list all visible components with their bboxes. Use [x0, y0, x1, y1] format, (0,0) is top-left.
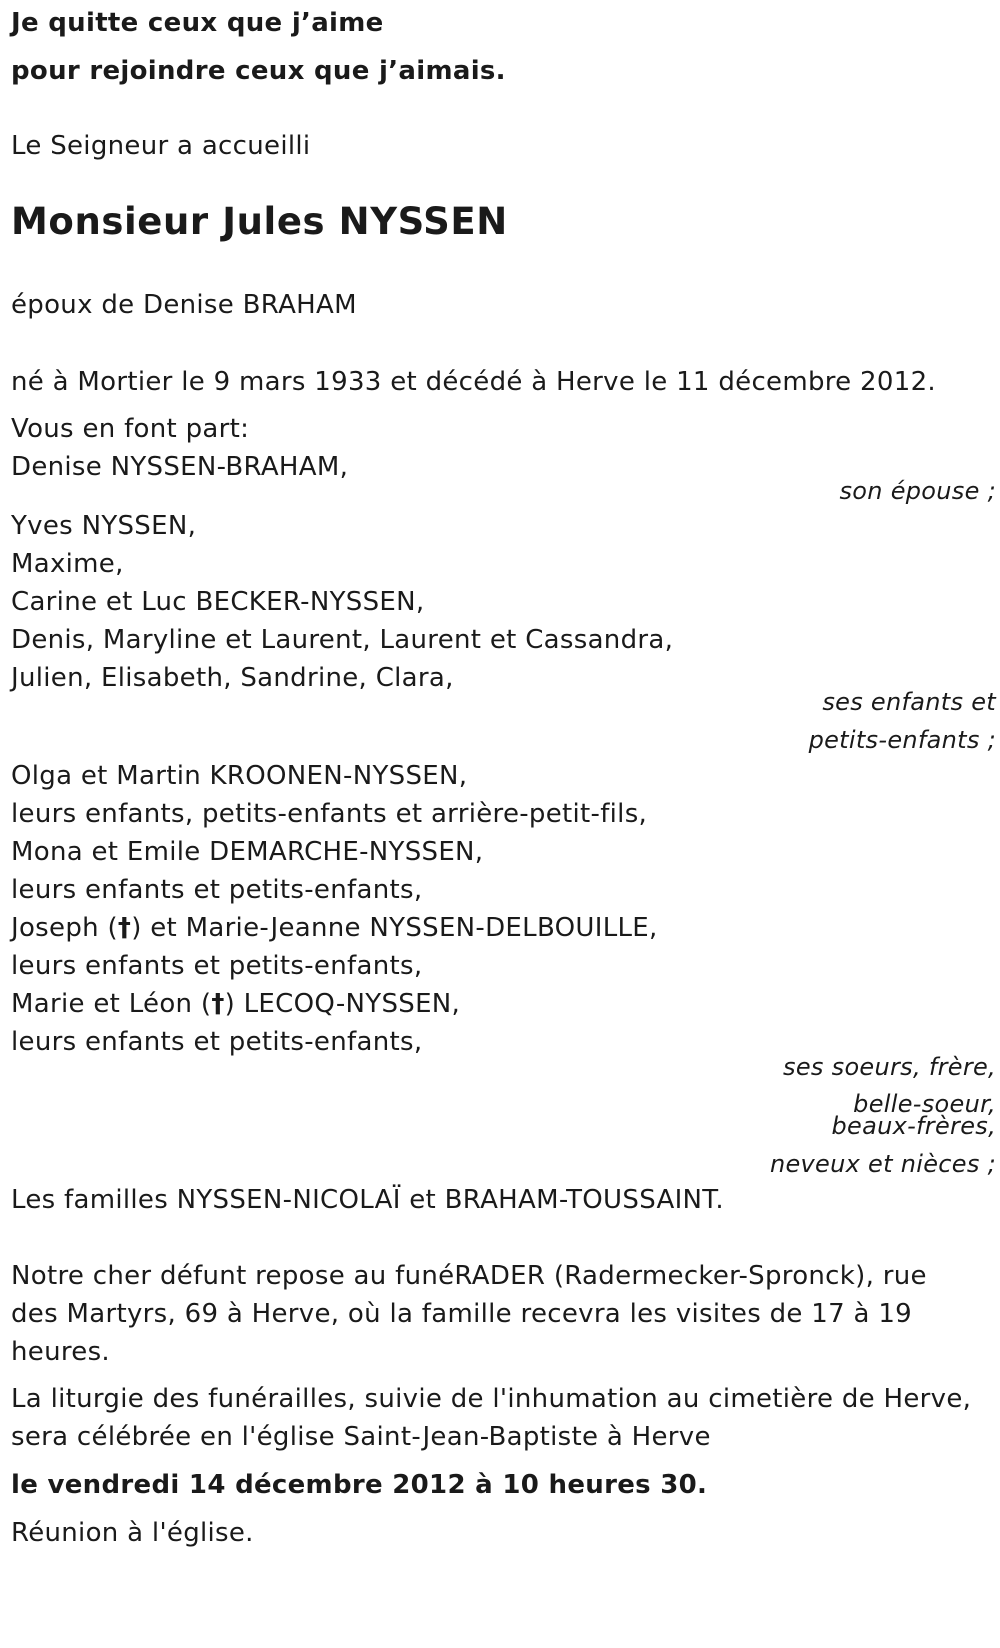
child-line-2: Maxime, [11, 549, 124, 579]
spouse-name: Denise NYSSEN-BRAHAM, [11, 452, 349, 482]
visitation-line-1: Notre cher défunt repose au funéRADER (Radermecker-Spronck), rue [11, 1261, 927, 1291]
epigraph-line-2: pour rejoindre ceux que j’aimais. [11, 56, 506, 86]
sibling-line-3: Mona et Emile DEMARCHE-NYSSEN, [11, 837, 484, 867]
sibling-line-1: Olga et Martin KROONEN-NYSSEN, [11, 761, 468, 791]
sibling-line-7-start: Marie et Léon ( [11, 989, 212, 1019]
children-role-line-2: petits-enfants ; [808, 726, 996, 754]
sibling-line-7-end: ) LECOQ-NYSSEN, [224, 989, 461, 1019]
spouse-role: son épouse ; [839, 477, 996, 505]
sibling-line-4: leurs enfants et petits-enfants, [11, 875, 423, 905]
sibling-line-5-start: Joseph ( [11, 913, 118, 943]
sibling-line-7 [11, 989, 460, 1019]
deceased-name: Monsieur Jules NYSSEN [11, 200, 508, 243]
visitation-line-2: des Martyrs, 69 à Herve, où la famille recevra les visites de 17 à 19 [11, 1299, 913, 1329]
cross-icon: † [117, 913, 132, 943]
ceremony-date: le vendredi 14 décembre 2012 à 10 heures 30. [11, 1470, 708, 1500]
sibling-line-5 [11, 913, 658, 943]
liturgy-line-1: La liturgie des funérailles, suivie de l'inhumation au cimetière de Herve, [11, 1384, 972, 1414]
liturgy-line-2: sera célébrée en l'église Saint-Jean-Baptiste à Herve [11, 1422, 711, 1452]
announce-text: Vous en font part: [11, 414, 250, 444]
families-line: Les familles NYSSEN-NICOLAÏ et BRAHAM-TOUSSAINT. [11, 1185, 724, 1215]
siblings-role-line-2: belle-soeur, [853, 1090, 996, 1118]
epigraph-line-1: Je quitte ceux que j’aime [11, 8, 384, 38]
sibling-line-6: leurs enfants et petits-enfants, [11, 951, 423, 981]
cross-icon: † [211, 989, 225, 1019]
sibling-line-2: leurs enfants, petits-enfants et arrière-petit-fils, [11, 799, 648, 829]
siblings-role-line-3: beaux-frères, [831, 1112, 996, 1140]
child-line-1: Yves NYSSEN, [11, 511, 197, 541]
sibling-line-8: leurs enfants et petits-enfants, [11, 1027, 423, 1057]
spouse-line: époux de Denise BRAHAM [11, 290, 357, 320]
visitation-line-3: heures. [11, 1337, 110, 1367]
sibling-line-5-end: ) et Marie-Jeanne NYSSEN-DELBOUILLE, [131, 913, 658, 943]
siblings-role-line-4: neveux et nièces ; [769, 1150, 996, 1178]
children-role-line-1: ses enfants et [822, 688, 996, 716]
child-line-5: Julien, Elisabeth, Sandrine, Clara, [11, 663, 454, 693]
birth-death-line: né à Mortier le 9 mars 1933 et décédé à Herve le 11 décembre 2012. [11, 367, 936, 397]
meeting-line: Réunion à l'église. [11, 1518, 254, 1548]
siblings-role-line-1: ses soeurs, frère, [783, 1053, 996, 1081]
child-line-4: Denis, Maryline et Laurent, Laurent et Cassandra, [11, 625, 674, 655]
intro-text: Le Seigneur a accueilli [11, 131, 311, 161]
child-line-3: Carine et Luc BECKER-NYSSEN, [11, 587, 425, 617]
